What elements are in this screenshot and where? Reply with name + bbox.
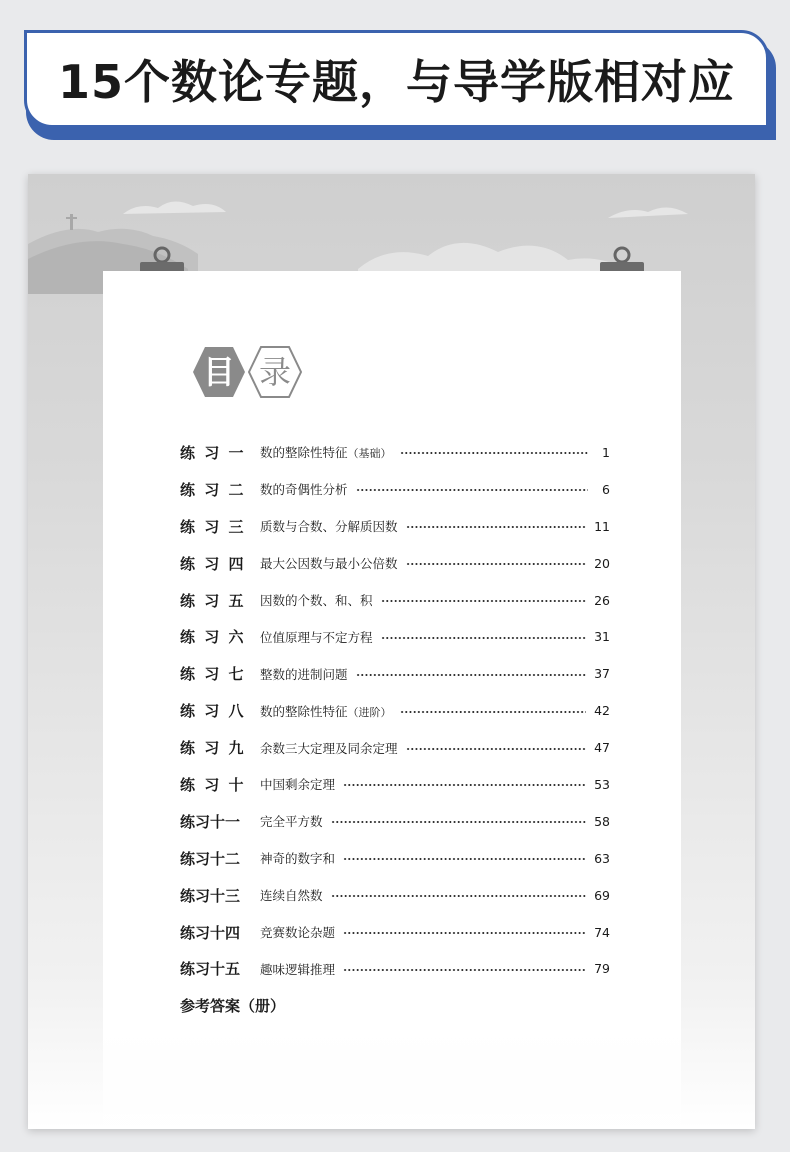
title-banner: [24, 30, 769, 128]
toc-entry-page: 74: [594, 924, 610, 940]
toc-entry[interactable]: [180, 508, 610, 545]
toc-entry-title-text: 最大公因数与最小公倍数: [260, 556, 398, 572]
toc-leader-dots: [343, 969, 586, 971]
toc-entry-page: 79: [594, 961, 610, 977]
contents-card: [28, 174, 755, 1129]
table-of-contents: [180, 434, 610, 1023]
toc-entry-label: 练习十三: [180, 886, 241, 905]
toc-entry[interactable]: [180, 655, 610, 692]
toc-entry-page: 1: [602, 444, 610, 460]
toc-entry[interactable]: [180, 471, 610, 508]
toc-leader-dots: [406, 563, 587, 565]
toc-entry-label: 练 习 六: [180, 628, 244, 647]
toc-leader-dots: [381, 637, 587, 639]
toc-entry-title-text: 数的奇偶性分析: [260, 482, 348, 498]
toc-entry-title-text: 连续自然数: [260, 888, 323, 904]
toc-entry-label: 练习十一: [180, 812, 241, 831]
toc-entry-title: [260, 554, 398, 572]
toc-entry-title: [260, 849, 335, 867]
toc-entry-note: （进阶）: [347, 705, 392, 719]
toc-entry[interactable]: [180, 545, 610, 582]
toc-entry-title: [260, 886, 323, 904]
toc-entry-title: [260, 739, 398, 757]
toc-entry-title-text: 完全平方数: [260, 814, 323, 830]
toc-leader-dots: [343, 932, 586, 934]
toc-entry-title-text: 整数的进制问题: [260, 666, 348, 682]
toc-entry-page: 63: [594, 850, 610, 866]
banner-title: 15个数论专题，与导学版相对应: [57, 55, 735, 109]
toc-entry-page: 31: [594, 629, 610, 645]
toc-entry-page: 53: [594, 776, 610, 792]
toc-entry-title: [260, 960, 335, 978]
toc-entry-label: 练习十五: [180, 960, 241, 979]
toc-leader-dots: [406, 526, 587, 528]
toc-entry-title-text: 竞赛数论杂题: [260, 925, 336, 941]
toc-entry-title-text: 位值原理与不定方程: [260, 629, 373, 645]
toc-leader-dots: [400, 452, 588, 454]
toc-entry-label: 练 习 八: [180, 702, 244, 721]
toc-entry-page: 37: [594, 666, 610, 682]
toc-entry-page: 6: [602, 481, 610, 497]
toc-entry-title-text: 趣味逻辑推理: [260, 961, 336, 977]
toc-leader-dots: [406, 748, 587, 750]
toc-entry-title: [260, 702, 392, 720]
toc-leader-dots: [400, 711, 587, 713]
toc-entry-title: [260, 812, 323, 830]
toc-entry-page: 11: [594, 518, 610, 534]
toc-entry-note: （基础）: [347, 447, 392, 461]
toc-entry[interactable]: [180, 618, 610, 655]
toc-entry-label: 练 习 三: [180, 517, 244, 536]
toc-entry-page: 69: [594, 887, 610, 903]
toc-entry[interactable]: [180, 692, 610, 729]
toc-entry-page: 42: [594, 703, 610, 719]
toc-entry-page: 20: [594, 555, 610, 571]
toc-leader-dots: [381, 600, 587, 602]
toc-entry-title: [260, 628, 373, 646]
toc-entry-title-text: 中国剩余定理: [260, 777, 336, 793]
toc-entry[interactable]: [180, 914, 610, 951]
toc-leader-dots: [331, 895, 587, 897]
toc-entry-label: 练 习 十: [180, 775, 244, 794]
toc-entry-title: [260, 923, 335, 941]
toc-entry[interactable]: [180, 434, 610, 471]
toc-answers[interactable]: 参考答案（册）: [180, 996, 286, 1015]
toc-entry[interactable]: [180, 803, 610, 840]
toc-entry-page: 26: [594, 592, 610, 608]
toc-leader-dots: [356, 674, 587, 676]
toc-entry[interactable]: [180, 729, 610, 766]
toc-entry[interactable]: [180, 582, 610, 619]
heading-char-2: 录: [258, 353, 292, 391]
toc-entry-label: 练 习 四: [180, 554, 244, 573]
toc-entry-label: 练 习 五: [180, 591, 244, 610]
toc-entry-title: [260, 443, 392, 461]
toc-entry-label: 练习十二: [180, 849, 241, 868]
toc-entry[interactable]: [180, 877, 610, 914]
toc-entry-title-text: 质数与合数、分解质因数: [260, 519, 398, 535]
toc-entry-title-text: 因数的个数、和、积: [260, 593, 373, 608]
toc-entry[interactable]: [180, 840, 610, 877]
toc-entry-label: 练 习 七: [180, 665, 244, 684]
toc-leader-dots: [331, 821, 587, 823]
toc-entry-title: [260, 517, 398, 535]
toc-entry-title: [260, 665, 348, 683]
toc-leader-dots: [343, 784, 586, 786]
toc-entry-page: 58: [594, 813, 610, 829]
contents-heading: [183, 342, 313, 402]
toc-entry-label: 练 习 一: [180, 443, 244, 462]
toc-entry-title-text: 神奇的数字和: [260, 851, 336, 867]
heading-char-1: 目: [202, 353, 236, 391]
toc-entry-title: [260, 775, 335, 793]
toc-entry-label: 练 习 二: [180, 480, 244, 499]
toc-entry-title: [260, 591, 373, 609]
toc-entry[interactable]: [180, 766, 610, 803]
toc-entry-title-text: 余数三大定理及同余定理: [260, 740, 398, 756]
toc-entry[interactable]: [180, 950, 610, 987]
toc-entry-label: 练习十四: [180, 923, 241, 942]
toc-entry-title-text: 数的整除性特征: [260, 703, 348, 719]
toc-entry-title: [260, 480, 348, 498]
toc-entry-title-text: 数的整除性特征: [260, 445, 348, 461]
toc-leader-dots: [343, 858, 586, 860]
toc-entry-page: 47: [594, 740, 610, 756]
toc-entry-label: 练 习 九: [180, 739, 244, 758]
toc-leader-dots: [356, 489, 588, 491]
